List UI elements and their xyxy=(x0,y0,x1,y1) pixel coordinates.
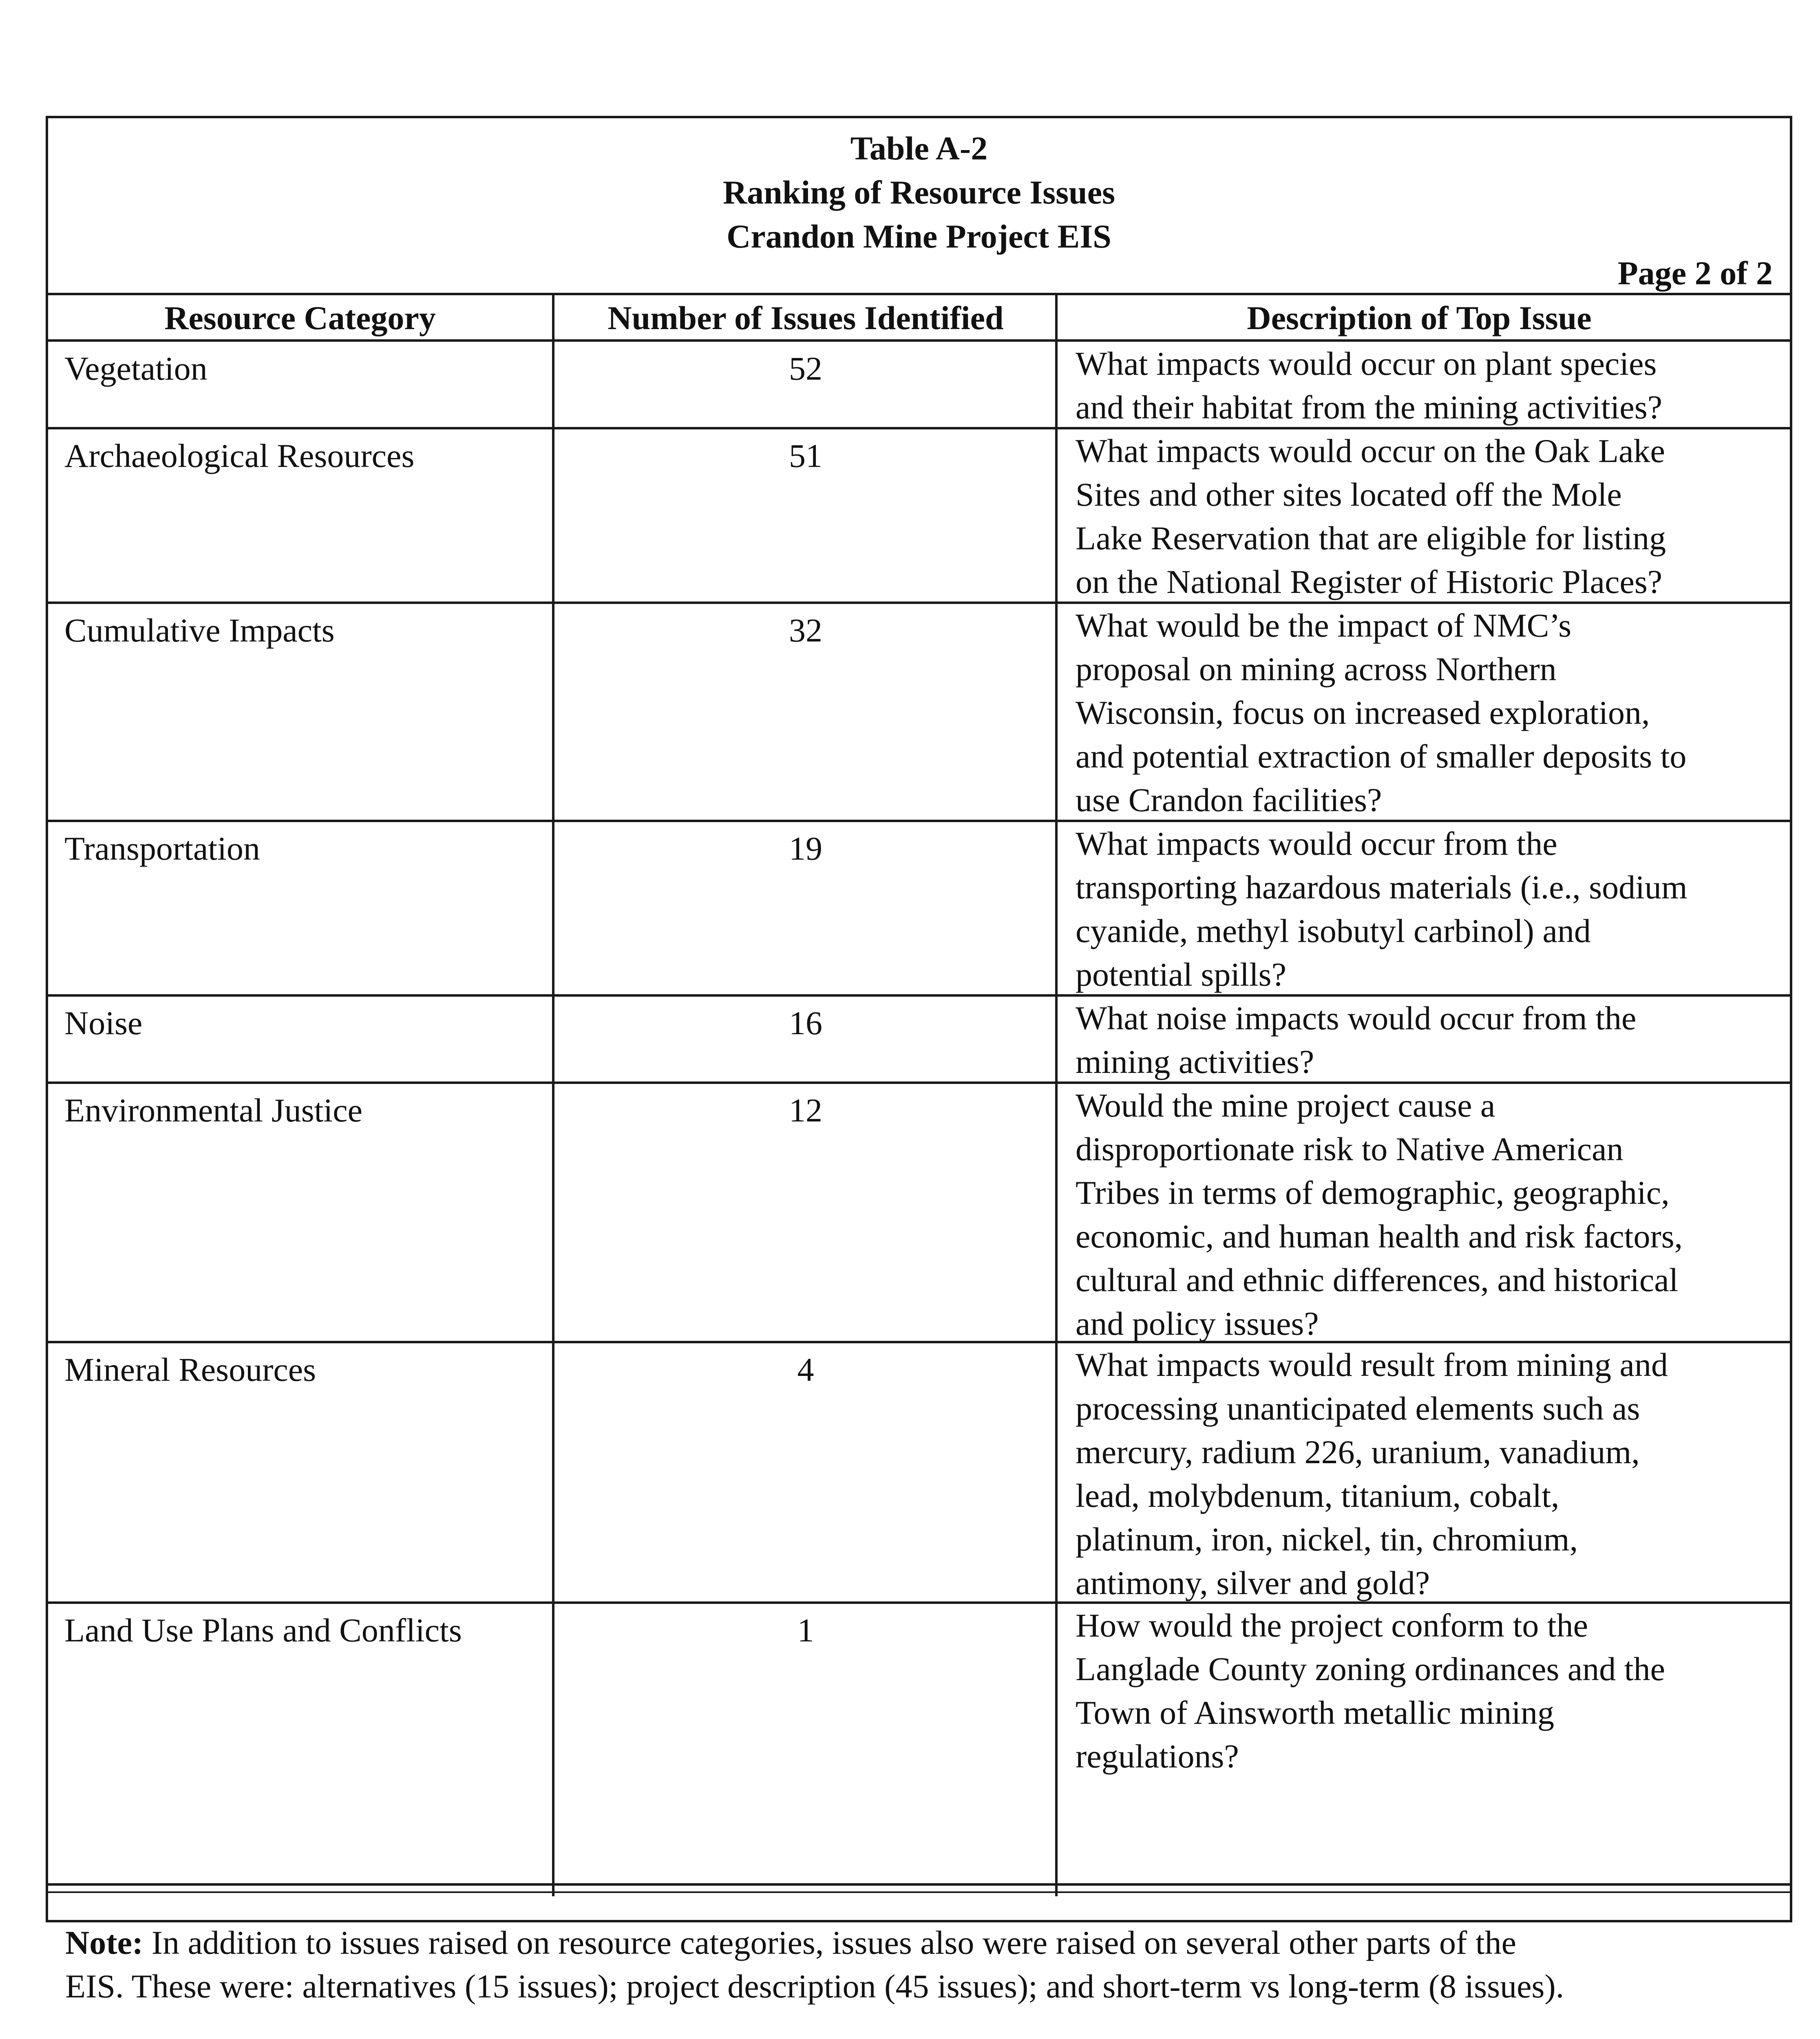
description-line: mercury, radium 226, uranium, vanadium, xyxy=(1076,1433,1640,1471)
row-category: Land Use Plans and Conflicts xyxy=(64,1612,462,1649)
note-text: In addition to issues raised on resource categories, issues also were raised on several other parts of the xyxy=(143,1924,1516,1961)
description-line: mining activities? xyxy=(1076,1043,1314,1080)
description-line: Langlade County zoning ordinances and the xyxy=(1076,1650,1665,1687)
row-description xyxy=(1058,1603,1784,1778)
description-line: platinum, iron, nickel, tin, chromium, xyxy=(1076,1521,1578,1558)
note-line xyxy=(65,1921,1778,1964)
header-resource-category: Resource Category xyxy=(164,299,436,336)
description-line: Sites and other sites located off the Mole xyxy=(1076,476,1622,513)
row-description xyxy=(1058,604,1784,822)
note-line: EIS. These were: alternatives (15 issues); project description (45 issues); and short-term vs long-term (8 issues). xyxy=(65,1968,1564,2005)
row-description xyxy=(1058,342,1784,429)
note-top-rule xyxy=(48,1891,1790,1893)
description-line: cyanide, methyl isobutyl carbinol) and xyxy=(1076,912,1591,949)
row-category: Vegetation xyxy=(64,350,208,387)
table-note xyxy=(65,1921,1778,2008)
description-line: How would the project conform to the xyxy=(1076,1607,1588,1644)
row-count: 19 xyxy=(789,830,822,867)
description-line: on the National Register of Historic Places? xyxy=(1076,563,1663,600)
row-count: 12 xyxy=(789,1092,822,1129)
row-category: Environmental Justice xyxy=(64,1092,362,1129)
row-count: 51 xyxy=(789,437,822,474)
description-line: What impacts would result from mining and xyxy=(1076,1346,1668,1383)
row-count: 16 xyxy=(789,1004,822,1042)
row-category: Mineral Resources xyxy=(64,1351,316,1388)
description-line: proposal on mining across Northern xyxy=(1076,650,1557,688)
description-line: and their habitat from the mining activities? xyxy=(1076,389,1663,426)
row-count: 4 xyxy=(797,1351,814,1388)
description-line: What impacts would occur on plant species xyxy=(1076,345,1657,382)
resource-issues-table xyxy=(46,116,1792,2005)
description-line: potential spills? xyxy=(1076,956,1286,993)
table-subtitle: Crandon Mine Project EIS xyxy=(727,218,1111,255)
description-line: antimony, silver and gold? xyxy=(1076,1564,1430,1601)
description-line: processing unanticipated elements such as xyxy=(1076,1390,1640,1427)
description-line: regulations? xyxy=(1076,1738,1239,1775)
page-label: Page 2 of 2 xyxy=(1617,254,1773,292)
header-description: Description of Top Issue xyxy=(1247,299,1592,336)
description-line: What impacts would occur on the Oak Lake xyxy=(1076,432,1665,469)
description-line: Would the mine project cause a xyxy=(1076,1087,1495,1124)
table-caption xyxy=(48,126,1790,259)
row-description xyxy=(1058,822,1784,996)
row-category: Archaeological Resources xyxy=(64,437,415,474)
description-line: cultural and ethnic differences, and historical xyxy=(1076,1261,1679,1298)
description-line: What noise impacts would occur from the xyxy=(1076,1000,1637,1037)
description-line: economic, and human health and risk factors, xyxy=(1076,1218,1683,1255)
description-line: Lake Reservation that are eligible for listing xyxy=(1076,520,1666,557)
row-description xyxy=(1058,1343,1784,1605)
description-line: and potential extraction of smaller deposits to xyxy=(1076,738,1687,775)
description-line: Town of Ainsworth metallic mining xyxy=(1076,1694,1555,1731)
row-category: Transportation xyxy=(64,830,260,867)
header-top-rule xyxy=(48,293,1790,295)
row-category: Cumulative Impacts xyxy=(64,612,335,649)
table-bottom-rule xyxy=(48,1883,1790,1886)
description-line: transporting hazardous materials (i.e., sodium xyxy=(1076,869,1687,906)
description-line: disproportionate risk to Native American xyxy=(1076,1130,1623,1168)
row-description xyxy=(1058,429,1784,604)
description-line: What impacts would occur from the xyxy=(1076,825,1557,862)
description-line: use Crandon facilities? xyxy=(1076,781,1382,818)
row-count: 1 xyxy=(797,1612,814,1649)
note-label: Note: xyxy=(65,1924,144,1961)
description-line: What would be the impact of NMC’s xyxy=(1076,607,1572,644)
description-line: and policy issues? xyxy=(1076,1305,1319,1342)
row-count: 52 xyxy=(789,350,822,387)
header-number-of-issues: Number of Issues Identified xyxy=(607,299,1004,336)
row-description xyxy=(1058,1084,1784,1345)
row-category: Noise xyxy=(64,1004,143,1042)
description-line: Wisconsin, focus on increased exploration, xyxy=(1076,694,1650,731)
row-count: 32 xyxy=(789,612,822,649)
row-description xyxy=(1058,996,1784,1084)
description-line: lead, molybdenum, titanium, cobalt, xyxy=(1076,1477,1559,1514)
table-title: Ranking of Resource Issues xyxy=(722,174,1115,211)
description-line: Tribes in terms of demographic, geographic, xyxy=(1076,1174,1670,1211)
table-number: Table A-2 xyxy=(850,130,988,167)
